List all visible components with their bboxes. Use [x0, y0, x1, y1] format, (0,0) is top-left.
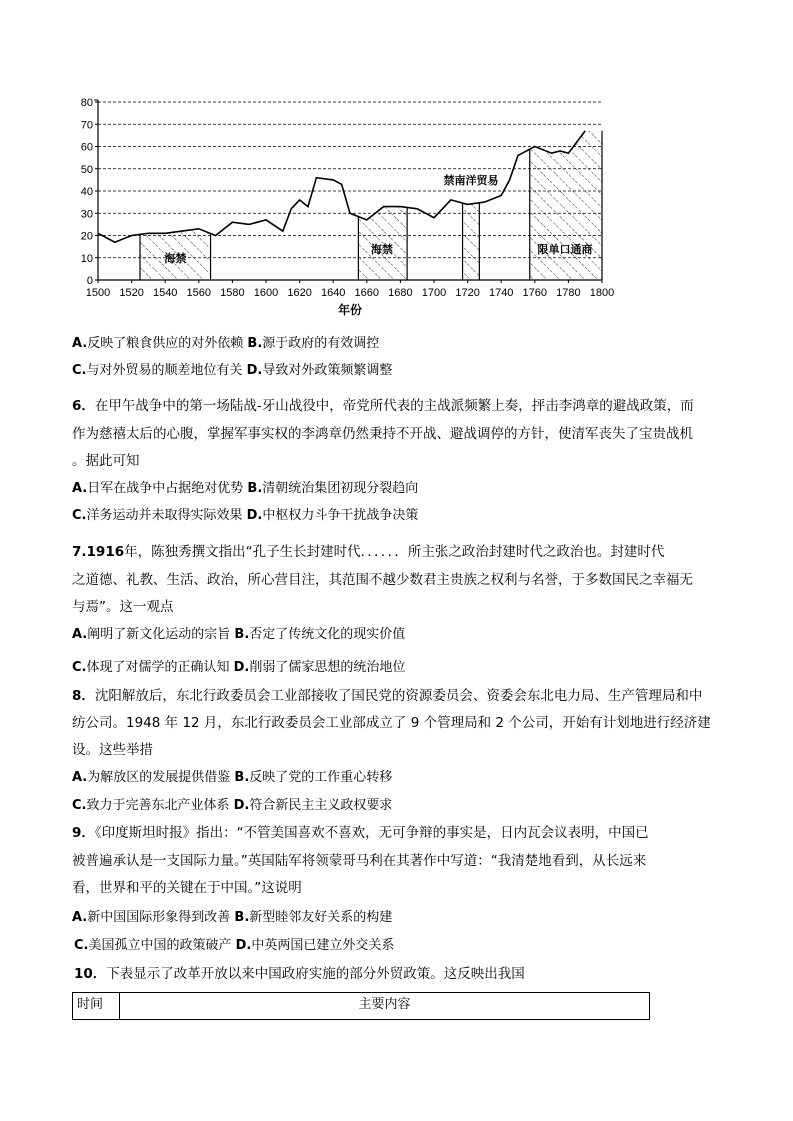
x-tick-label: 1540	[152, 287, 178, 299]
option-letter: D.	[246, 508, 263, 523]
y-tick-label: 20	[80, 230, 93, 243]
stem-text: 看，世界和平的关键在于中国。”这说明	[72, 880, 302, 896]
option-text: 阐明了新文化运动的宗旨	[87, 627, 231, 642]
option-letter: D.	[246, 363, 263, 378]
option-letter: A.	[72, 336, 88, 351]
option-text: 致力于完善东北产业体系	[86, 798, 230, 813]
q6-stem-line-3	[72, 451, 140, 471]
year-text: 1916	[86, 544, 125, 560]
x-axis-title: 年份	[337, 303, 363, 317]
x-tick-label: 1660	[354, 287, 380, 299]
x-tick-label: 1600	[253, 287, 279, 299]
y-tick-label: 30	[80, 208, 93, 221]
question-number: 7.	[72, 544, 87, 560]
region-label: 禁南洋贸易	[443, 173, 499, 187]
region-label: 海禁	[164, 251, 187, 265]
q9-stem-line-2	[72, 851, 646, 871]
option-text: 与对外贸易的顺差地位有关	[86, 363, 243, 378]
option-text: 符合新民主主义政权要求	[249, 798, 393, 813]
option-letter: C.	[72, 660, 87, 675]
stem-text: 沈阳解放后，东北行政委员会工业部接收了国民党的资源委员会、资委会东北电力局、生产管理局和中	[94, 688, 703, 704]
q7-option-line-2	[72, 658, 405, 678]
q9-option-line-1	[72, 908, 392, 928]
option-letter: C.	[74, 938, 89, 953]
stem-text: 在甲午战争中的第一场陆战-牙山战役中，帝党所代表的主战派频繁上奏，抨击李鸿章的避战政策，而	[94, 398, 694, 414]
question-number: 10．	[74, 966, 107, 982]
grain-price-line-chart	[66, 92, 626, 328]
option-text: 清朝统治集团初现分裂趋向	[262, 481, 419, 496]
q8-stem-line-2	[72, 713, 711, 733]
y-tick-label: 70	[80, 119, 93, 132]
x-tick-label: 1640	[320, 287, 346, 299]
x-tick-label: 1800	[589, 287, 615, 299]
question-number: 6．	[72, 398, 95, 414]
option-text: 导致对外政策频繁调整	[262, 363, 393, 378]
x-tick-label: 1740	[488, 287, 514, 299]
q7-option-line-1	[72, 625, 405, 645]
option-text: 洋务运动并未取得实际效果	[86, 508, 243, 523]
stem-text: 作为慈禧太后的心腹，掌握军事实权的李鸿章仍然秉持不开战、避战调停的方针，使清军丧失了宝贵战机	[72, 426, 693, 442]
stem-text: 之道德、礼教、生活、政治，所心营目注，其范围不越少数君主贵族之权利与名誉，于多数国民之幸福无	[72, 572, 693, 588]
q9-stem-line-3	[72, 878, 302, 898]
option-letter: B.	[234, 910, 250, 925]
region-hatch-2	[463, 203, 480, 280]
q5-option-line-1	[72, 334, 379, 354]
option-letter: C.	[72, 508, 87, 523]
option-letter: C.	[72, 363, 87, 378]
option-text: 否定了传统文化的现实价值	[249, 627, 406, 642]
q6-option-line-2	[72, 506, 418, 526]
y-tick-label: 10	[80, 252, 93, 265]
x-tick-label: 1560	[186, 287, 212, 299]
chart-series	[98, 131, 585, 242]
option-letter: C.	[72, 798, 87, 813]
y-tick-label: 60	[80, 141, 93, 154]
x-tick-label: 1500	[85, 287, 111, 299]
table-header-cell: 主要内容	[120, 993, 650, 1020]
stem-text: 被普遍承认是一支国际力量。”英国陆军将领蒙哥马利在其著作中写道：“我清楚地看到，从长远来	[72, 853, 647, 869]
q7-stem-line-1	[72, 542, 664, 562]
stem-text: 《印度斯坦时报》指出：“不管美国喜欢不喜欢，无可争辩的事实是，日内瓦会议表明，中国已	[94, 825, 649, 841]
y-tick-label: 40	[80, 186, 93, 198]
region-label: 限单口通商	[537, 242, 593, 256]
option-letter: D.	[233, 798, 250, 813]
option-letter: B.	[247, 481, 263, 496]
stem-text: 。据此可知	[72, 453, 140, 469]
region-label: 海禁	[370, 242, 393, 256]
option-letter: B.	[234, 627, 250, 642]
x-tick-label: 1780	[556, 287, 581, 299]
option-letter: A.	[72, 481, 88, 496]
x-tick-label: 1620	[287, 287, 312, 299]
option-letter: B.	[234, 770, 250, 785]
x-tick-label: 1720	[455, 287, 480, 299]
x-tick-label: 1580	[220, 287, 245, 299]
question-number: 9．	[72, 825, 95, 841]
option-text: 中英两国已建立外交关系	[251, 938, 395, 953]
option-text: 新中国国际形象得到改善	[87, 910, 231, 925]
table-header-row	[73, 993, 650, 1020]
q6-stem-line-2	[72, 424, 693, 444]
x-tick-label: 1520	[119, 287, 144, 299]
q9-option-line-2	[74, 936, 394, 956]
option-text: 中枢权力斗争干扰战争决策	[262, 508, 419, 523]
question-number: 8．	[72, 688, 95, 704]
option-letter: D.	[233, 660, 250, 675]
q6-option-line-1	[72, 479, 418, 499]
y-tick-label: 0	[86, 275, 93, 287]
q8-option-line-1	[72, 768, 392, 788]
option-text: 反映了党的工作重心转移	[249, 770, 393, 785]
q6-stem-line-1	[72, 396, 694, 416]
option-text: 体现了对儒学的正确认知	[86, 660, 230, 675]
option-text: 为解放区的发展提供借鉴	[87, 770, 231, 785]
table-header-cell: 时间	[73, 993, 120, 1020]
stem-text: 与焉”。这一观点	[72, 599, 174, 615]
stem-text: 设。这些举措	[72, 742, 153, 758]
price-series-line	[98, 131, 585, 242]
option-text: 日军在战争中占据绝对优势	[87, 481, 244, 496]
x-tick-label: 1700	[421, 287, 447, 299]
option-letter: A.	[72, 627, 88, 642]
q5-option-line-2	[72, 361, 392, 381]
x-tick-label: 1760	[522, 287, 548, 299]
q8-stem-line-3	[72, 740, 153, 760]
q8-stem-line-1	[72, 686, 702, 706]
y-tick-label: 50	[80, 163, 93, 176]
option-text: 源于政府的有效调控	[262, 336, 380, 351]
stem-text: 年，陈独秀撰文指出“孔子生长封建时代．．．．．．所主张之政治封建时代之政治也。封建时代	[124, 544, 665, 560]
q10-stem-line	[74, 964, 525, 984]
q9-stem-line-1	[72, 823, 649, 843]
option-letter: A.	[72, 770, 88, 785]
option-text: 削弱了儒家思想的统治地位	[249, 660, 406, 675]
q7-stem-line-3	[72, 597, 174, 617]
option-text: 美国孤立中国的政策破产	[88, 938, 232, 953]
x-tick-label: 1680	[388, 287, 413, 299]
q8-option-line-2	[72, 796, 392, 816]
stem-text: 下表显示了改革开放以来中国政府实施的部分外贸政策。这反映出我国	[106, 966, 525, 982]
option-text: 新型睦邻友好关系的构建	[249, 910, 393, 925]
option-letter: B.	[247, 336, 263, 351]
stem-text: 纺公司。1948 年 12 月，东北行政委员会工业部成立了 9 个管理局和 2 个公司，开始有计划地进行经济建	[72, 715, 711, 731]
option-text: 反映了粮食供应的对外依赖	[87, 336, 244, 351]
trade-policy-table	[72, 992, 650, 1020]
option-letter: D.	[235, 938, 252, 953]
q7-stem-line-2	[72, 570, 693, 590]
option-letter: A.	[72, 910, 88, 925]
y-tick-label: 80	[80, 97, 93, 109]
